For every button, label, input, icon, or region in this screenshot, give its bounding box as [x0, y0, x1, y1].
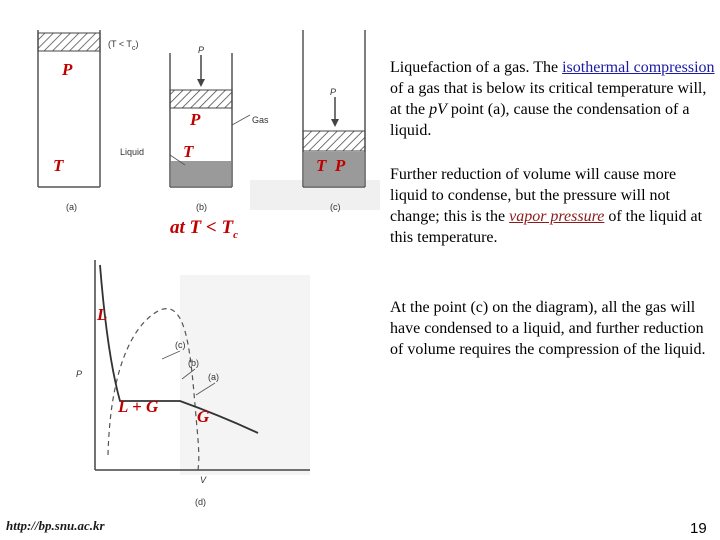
pv-diagram: [70, 255, 320, 510]
label-a: (a): [66, 202, 77, 212]
containers-figure: [20, 15, 385, 215]
region-l-label: L: [97, 305, 108, 324]
piston-label-b: P: [198, 45, 205, 55]
source-url: http://bp.snu.ac.kr: [6, 518, 105, 533]
label-b: (b): [196, 202, 207, 212]
paragraph-point-c: At the point (c) on the diagram), all the gas will have condensed to a liquid, and further reduction of volume requires the compression of the liquid.: [390, 299, 706, 358]
point-d-label: (d): [195, 497, 206, 507]
region-lg-label: L + G: [118, 397, 159, 416]
overlay-p-b: P: [190, 110, 201, 129]
label-c: (c): [330, 202, 341, 212]
page-number: 19: [690, 520, 707, 537]
axis-p-label: P: [76, 369, 83, 379]
vapor-pressure-link[interactable]: vapor pressure: [509, 208, 605, 225]
liquid-b: [171, 161, 231, 186]
point-b-label: (b): [188, 358, 199, 368]
piston-label-c: P: [330, 87, 337, 97]
container-a: [38, 30, 100, 187]
piston-a: [38, 33, 100, 51]
point-a-label: (a): [208, 372, 219, 382]
paragraph-liquefaction: Liquefaction of a gas. The isothermal compression of a gas that is below its critical temperature will, at the pV point (a), cause the condensation of a liquid.: [390, 59, 715, 139]
overlay-t-a: T: [53, 156, 64, 175]
overlay-p-a: P: [62, 60, 73, 79]
overlay-t-b: T: [183, 142, 194, 161]
scan-background: [180, 275, 310, 475]
piston-b: [170, 90, 232, 108]
condition-label: at $T < T_c$: [170, 217, 238, 241]
paragraph-vapor-pressure: Further reduction of volume will cause more liquid to condense, but the pressure will not change; this is the vapor pressure of the liquid at this temperature.: [390, 166, 703, 246]
overlay-t-p-c: T P: [316, 156, 346, 175]
liquid-label: Liquid: [120, 147, 145, 157]
temp-note: $(T < T_c)$: [108, 39, 139, 52]
isothermal-compression-link[interactable]: isothermal compression: [562, 59, 715, 76]
gas-label: Gas: [252, 115, 269, 125]
piston-c: [303, 131, 365, 151]
container-b: [170, 53, 232, 187]
point-c-label: (c): [175, 340, 186, 350]
axis-v-label: V: [200, 475, 207, 485]
region-g-label: G: [197, 407, 210, 426]
